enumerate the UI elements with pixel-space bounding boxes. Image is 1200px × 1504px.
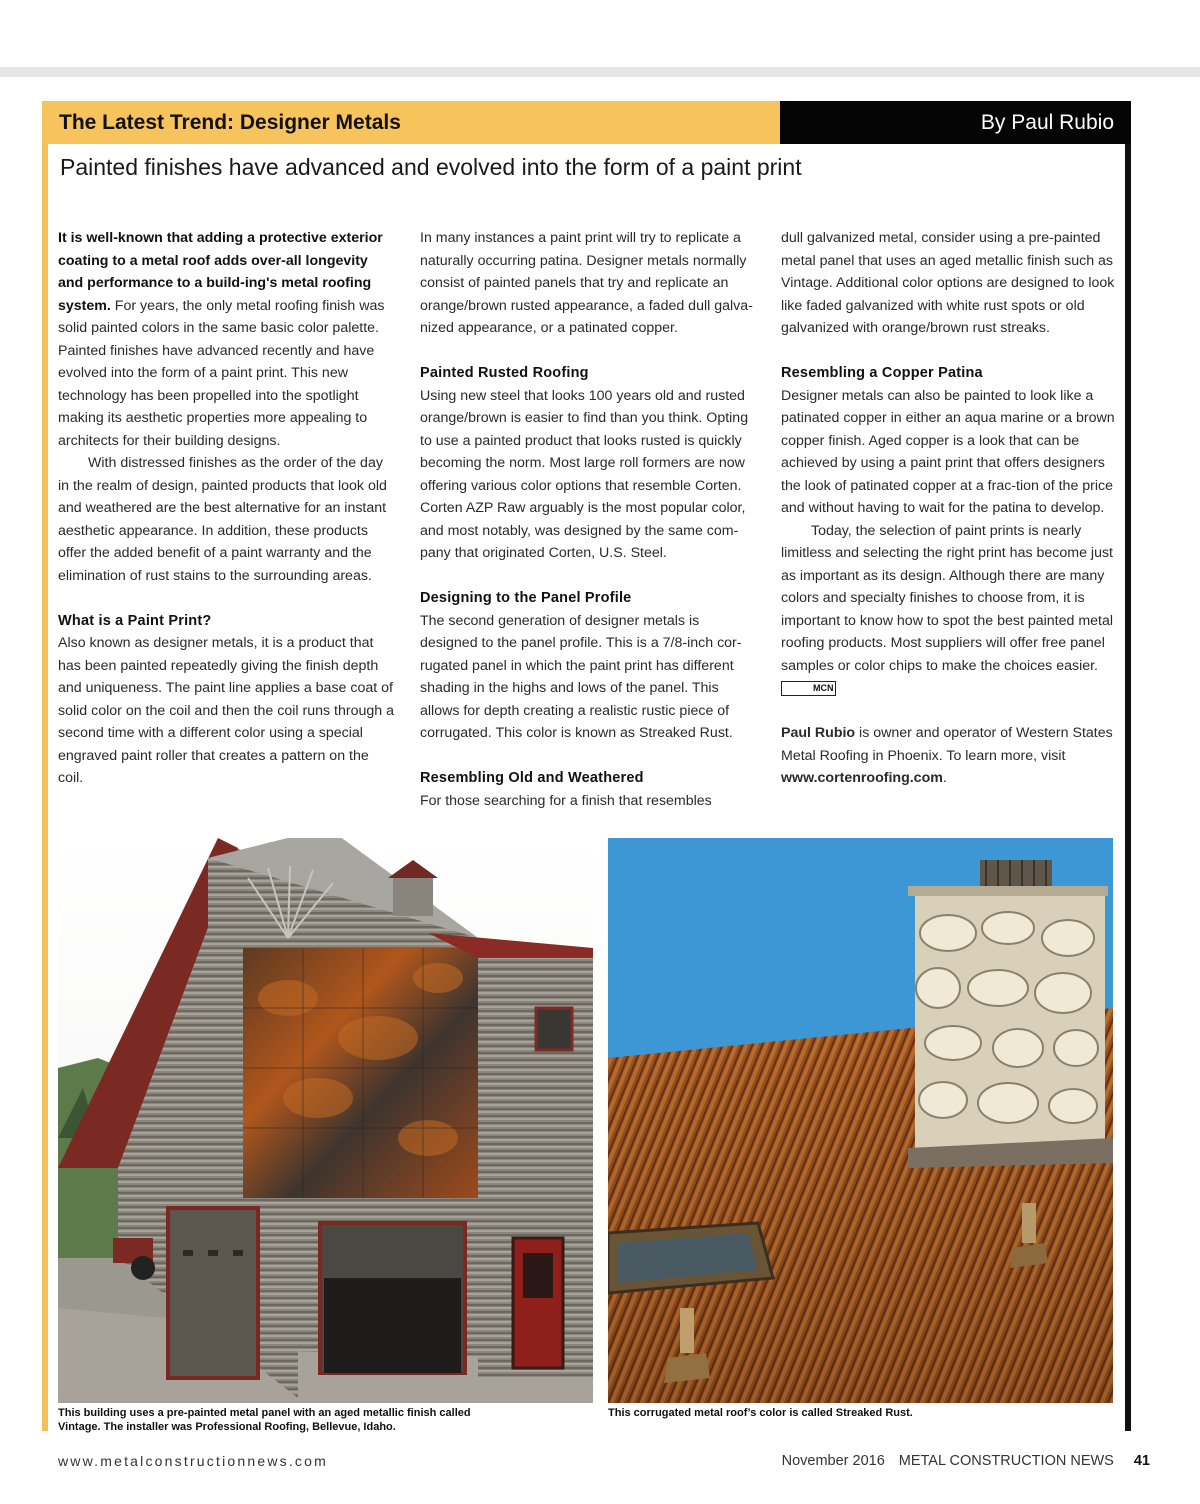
footer-date: November 2016 — [781, 1453, 885, 1469]
byline: By Paul Rubio — [780, 101, 1131, 144]
bio-text: is owner and operator of Western States Metal Roofing in Phoenix. To learn more, visit — [781, 725, 1113, 764]
right-accent-rule — [1125, 101, 1131, 1431]
subhead-rusted-roofing: Painted Rusted Roofing — [420, 365, 589, 381]
paragraph — [781, 520, 1117, 700]
photo-caption-barn: This building uses a pre-painted metal panel with an aged metallic finish called Vintage. The installer was Professional Roofing, Bellevue, Idaho. — [58, 1407, 471, 1433]
bio-url-link[interactable]: www.cortenroofing.com — [781, 770, 943, 786]
bio-name: Paul Rubio — [781, 725, 856, 741]
subhead-paint-print: What is a Paint Print? — [58, 612, 212, 629]
paragraph-text: For years, the only metal roofing finish was solid painted colors in the same basic color palette. Painted finishes have advanced recently and have evolved into the form of a paint print. This new technology has been propelled into the spotlight making its aesthetic properties more appealing to architects for their building designs. — [58, 297, 385, 449]
paragraph-text: Today, the selection of paint prints is nearly limitless and selecting the right print has become just as important as its design. Although there are many colors and specialty finishes to choose from, it is important to know how to spot the best painted metal roofing products. Most suppliers will offer free panel samples or color chips to make the choices easier. — [781, 522, 1114, 674]
article-column-2 — [420, 227, 756, 812]
paragraph: Also known as designer metals, it is a product that has been painted repeatedly giving the finish depth and uniqueness. The paint line applies a base coat of solid color on the coil and then the coil runs through a second time with a different color using a special engraved paint roller that creates a pattern on the coil. — [58, 635, 394, 786]
footer-info — [768, 1453, 1150, 1469]
paragraph: Designer metals can also be painted to look like a patinated copper in either an aqua marine or a brown copper finish. Aged copper is a look that can be achieved by using a paint print that offers designers the look of patinated copper at a frac-tion of the price and without having to wait for the patina to develop. — [781, 387, 1115, 516]
barn-illustration — [58, 838, 593, 1403]
section-title: The Latest Trend: Designer Metals — [42, 101, 780, 144]
subhead-copper-patina: Resembling a Copper Patina — [781, 365, 983, 381]
subhead-old-weathered: Resembling Old and Weathered — [420, 770, 644, 786]
author-bio — [781, 722, 1117, 790]
paragraph — [58, 227, 394, 452]
article-column-1 — [58, 227, 394, 790]
paragraph: Using new steel that looks 100 years old and rusted orange/brown is easier to find than you think. Opting to use a painted product that looks rusted is quickly becoming the norm. Most large roll formers are now offering various color options that resemble Corten. Corten AZP Raw arguably is the most popular color, and most notably, was designed by the same com-pany that originated Corten, U.S. Steel. — [420, 387, 749, 561]
top-band — [0, 67, 1200, 77]
paragraph: With distressed finishes as the order of the day in the realm of design, painted products that look old and weathered are the best alternative for an instant aesthetic appearance. In addition, these products offer the added benefit of a paint warranty and the elimination of rust stains to the surrounding areas. — [58, 455, 387, 584]
lead-in: It is well-known that adding a protective exterior coating to a metal roof adds over-all longevity and performance to a build-ing's metal roofing system. — [58, 230, 383, 314]
article-column-3 — [781, 227, 1117, 790]
subhead-panel-profile: Designing to the Panel Profile — [420, 590, 632, 606]
paragraph: The second generation of designer metals is designed to the panel profile. This is a 7/8-inch cor-rugated panel in which the paint print has different shading in the highs and lows of the panel. This allows for depth creating a realistic rustic piece of corrugated. This color is known as Streaked Rust. — [420, 612, 742, 741]
paragraph: For those searching for a finish that resembles — [420, 792, 712, 809]
bio-end: . — [942, 770, 947, 786]
left-accent-rule — [42, 101, 48, 1431]
article-subtitle: Painted finishes have advanced and evolved into the form of a paint print — [60, 154, 802, 180]
footer-publication: METAL CONSTRUCTION NEWS — [898, 1453, 1114, 1469]
end-mark-icon: MCN — [781, 681, 836, 696]
page-number: 41 — [1133, 1453, 1150, 1469]
photo-corrugated-roof — [608, 838, 1113, 1403]
paragraph: In many instances a paint print will try to replicate a naturally occurring patina. Designer metals normally consist of painted panels that try and replicate an orange/brown rusted appearance, a faded dull galva-nized appearance, or a patinated copper. — [420, 230, 753, 336]
paragraph: dull galvanized metal, consider using a pre-painted metal panel that uses an aged metallic finish such as Vintage. Additional color options are designed to look like faded galvanized with white rust spots or old galvanized with orange/brown rust streaks. — [781, 230, 1115, 336]
photo-barn — [58, 838, 593, 1403]
roof-illustration — [608, 838, 1113, 1403]
photo-caption-roof: This corrugated metal roof’s color is called Streaked Rust. — [608, 1407, 913, 1419]
footer-website: www.metalconstructionnews.com — [58, 1453, 328, 1469]
